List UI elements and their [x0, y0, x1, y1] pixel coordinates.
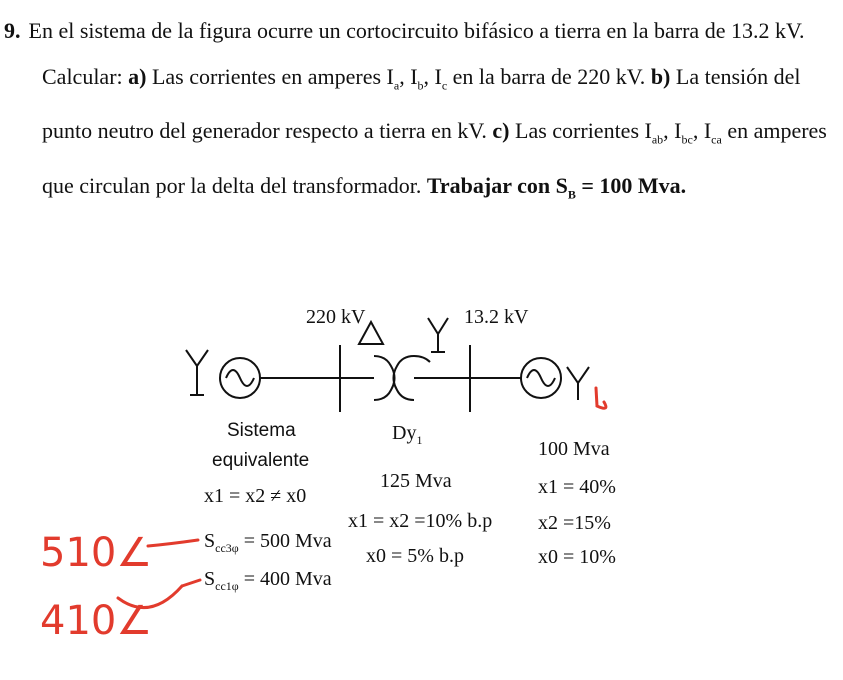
problem-line-4: que circulan por la delta del transformador. Trabajar con $S_B = 100$ Mva. — [42, 172, 687, 202]
transformer-rating: 125 Mva — [380, 470, 452, 492]
generator-rating: 100 Mva — [538, 438, 610, 460]
handwritten-note-410: 410∠ — [40, 598, 153, 644]
problem-line-1: 9. En el sistema de la figura ocurre un cortocircuito bifásico a tierra en la barra de 13.2 kV. — [4, 18, 805, 43]
system-label-2: equivalente — [212, 450, 310, 471]
system-source-icon — [220, 358, 260, 398]
system-label-1: Sistema — [227, 420, 296, 441]
system-reactance-relation: x1 = x2 ≠ x0 — [204, 485, 307, 507]
handwritten-ground-mark — [596, 388, 606, 408]
problem-line-3: punto neutro del generador respecto a tierra en kV. c) Las corrientes $I_{ab}$, $I_{bc}$, $I_{ca}$ en amperes — [42, 118, 827, 147]
system-wye-ground-icon — [186, 350, 208, 395]
bus-13kv-label: 13.2 kV — [464, 306, 529, 328]
bus-220kv-label: 220 kV — [306, 306, 366, 328]
transformer-connection: $Dy_1$ — [392, 422, 423, 447]
generator-x1: x1 = 40% — [538, 476, 616, 498]
problem-number: 9. — [4, 18, 21, 43]
system-scc1: $S_{cc1\varphi} = 400$ Mva — [204, 568, 332, 593]
transformer-x0: x0 = 5% b.p — [366, 545, 464, 567]
transformer-x12: x1 = x2 =10% b.p — [348, 510, 493, 532]
system-scc3: $S_{cc3\varphi} = 500$ Mva — [204, 530, 332, 555]
generator-wye-icon — [567, 367, 589, 400]
generator-x2: x2 =15% — [538, 512, 611, 534]
handwritten-note-510: 510∠ — [40, 530, 153, 576]
transformer-wye-ground-icon — [428, 318, 448, 352]
generator-x0: x0 = 10% — [538, 546, 616, 568]
generator-icon — [521, 358, 561, 398]
problem-line-2: Calcular: a) Las corrientes en amperes $I_a$, $I_b$, $I_c$ en la barra de 220 kV. b) La tensión del — [42, 64, 801, 93]
